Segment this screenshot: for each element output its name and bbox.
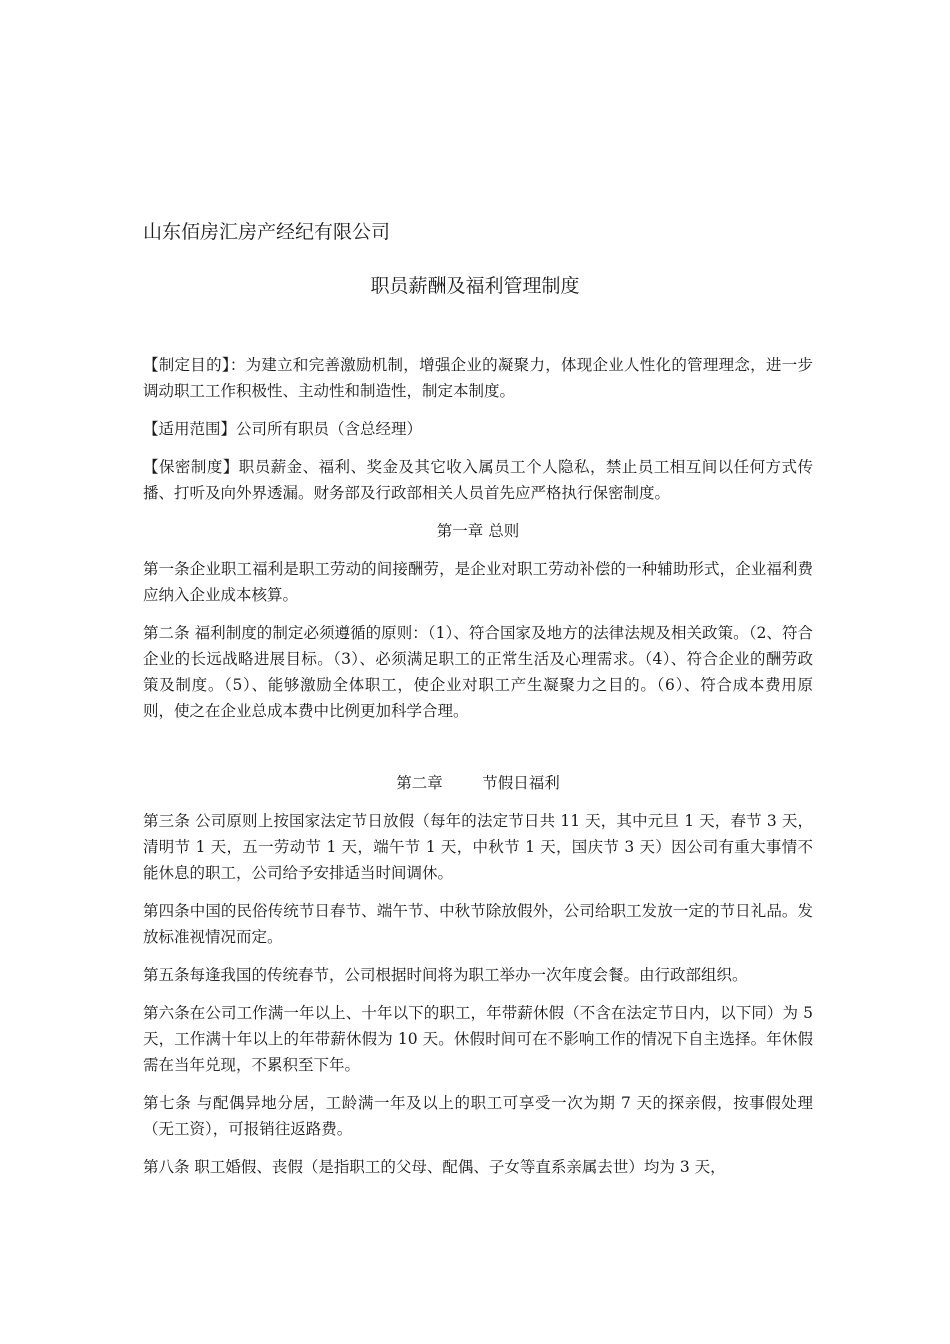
article-2: 第二条 福利制度的制定必须遵循的原则：（1）、符合国家及地方的法律法规及相关政策。（2、符合企业的长远战略进展目标。（3）、必须满足职工的正常生活及心理需求。（4）、符合企业的酬劳政策及制度。（5）、能够激励全体职工，使企业对职工产生凝聚力之目的。（6）、符合成本费用原则，使之在企业总成本费中比例更加科学合理。: [143, 624, 813, 720]
company-name: 山东佰房汇房产经纪有限公司: [143, 221, 391, 243]
article-8: 第八条 职工婚假、丧假（是指职工的父母、配偶、子女等直系亲属去世）均为 3 天，: [143, 1158, 726, 1176]
document-title: 职员薪酬及福利管理制度: [370, 275, 580, 297]
article-7: 第七条 与配偶异地分居，工龄满一年及以上的职工可享受一次为期 7 天的探亲假，按事假处理（无工资），可报销往返路费。: [143, 1094, 813, 1138]
chapter-2-heading: 第二章 节假日福利: [396, 774, 560, 792]
section-spacer: [143, 736, 813, 770]
chapter-1-heading: 第一章 总则: [436, 522, 520, 540]
article-5: 第五条每逢我国的传统春节，公司根据时间将为职工举办一次年度会餐。由行政部组织。: [143, 966, 748, 984]
article-3: 第三条 公司原则上按国家法定节日放假（每年的法定节日共 11 天，其中元旦 1 天，春节 3 天，清明节 1 天，五一劳动节 1 天，端午节 1 天，中秋节 1 天，国庆节 3 天）因公司有重大事情不能休息的职工，公司给予安排适当时间调休。: [143, 812, 813, 882]
purpose-paragraph: 【制定目的】：为建立和完善激励机制，增强企业的凝聚力，体现企业人性化的管理理念，进一步调动职工工作积极性、主动性和制造性，制定本制度。: [143, 356, 813, 400]
article-1: 第一条企业职工福利是职工劳动的间接酬劳，是企业对职工劳动补偿的一种辅助形式，企业福利费应纳入企业成本核算。: [143, 560, 813, 604]
document-body: [143, 352, 813, 1192]
scope-paragraph: 【适用范围】公司所有职员（含总经理）: [143, 420, 423, 438]
confidentiality-paragraph: 【保密制度】职员薪金、福利、奖金及其它收入属员工个人隐私，禁止员工相互间以任何方式传播、打听及向外界透漏。财务部及行政部相关人员首先应严格执行保密制度。: [143, 458, 813, 502]
article-6: 第六条在公司工作满一年以上、十年以下的职工，年带薪休假（不含在法定节日内，以下同）为 5 天，工作满十年以上的年带薪休假为 10 天。休假时间可在不影响工作的情况下自主选择。年休假需在当年兑现，不累积至下年。: [143, 1004, 813, 1074]
article-4: 第四条中国的民俗传统节日春节、端午节、中秋节除放假外，公司给职工发放一定的节日礼品。发放标准视情况而定。: [143, 902, 813, 946]
